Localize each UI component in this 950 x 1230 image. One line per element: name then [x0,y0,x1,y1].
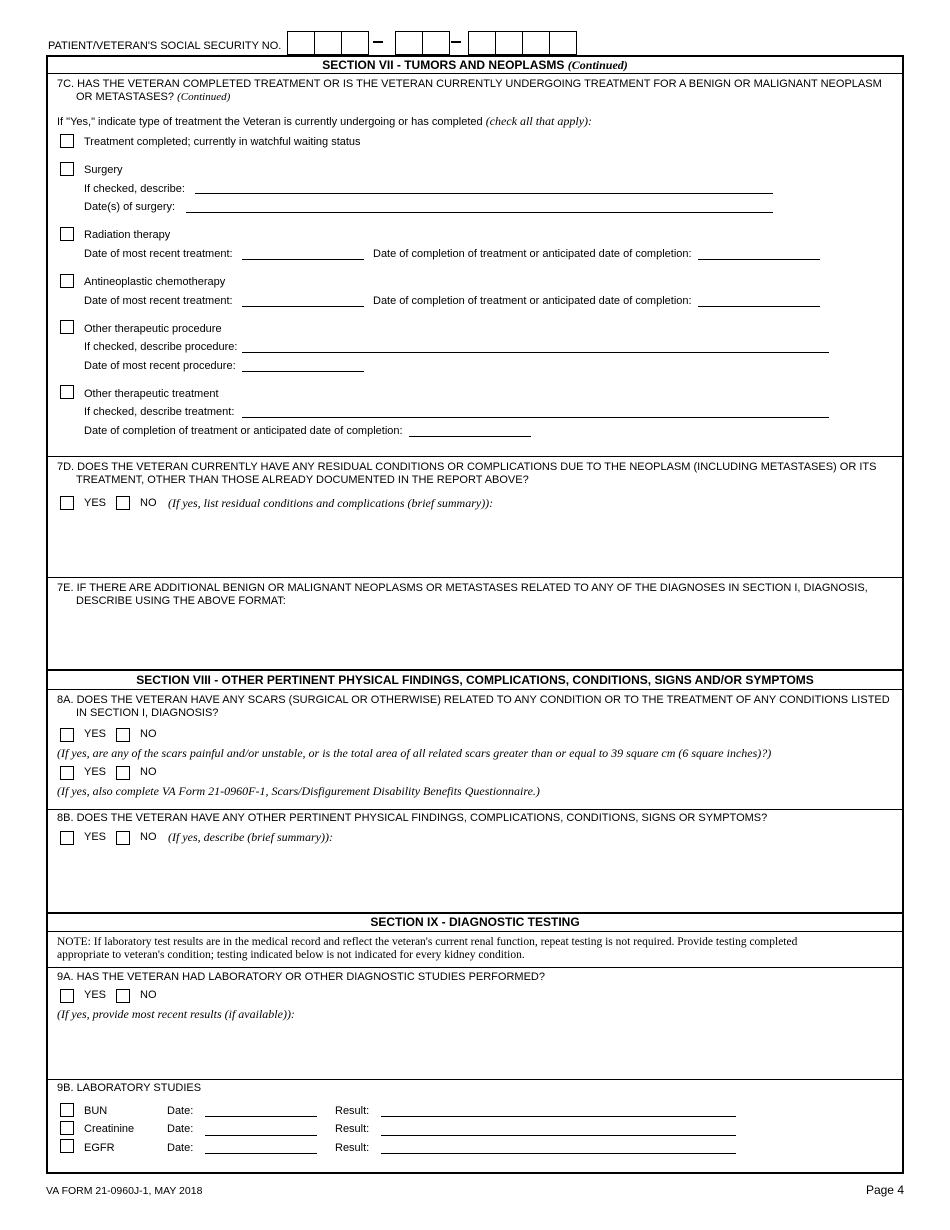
option-label: Other therapeutic procedure [84,323,222,335]
checkbox-chemotherapy[interactable] [60,274,74,288]
checkbox-9a-no[interactable] [116,989,130,1003]
ssn-part-2[interactable] [395,31,450,55]
question-7d: 7D. DOES THE VETERAN CURRENTLY HAVE ANY RESIDUAL CONDITIONS OR COMPLICATIONS DUE TO THE NEOPLASM (INCLUDING METASTASES) OR ITS TREATMENT, OTHER THAN THOSE ALREADY DOCUMENTED IN THE REPORT ABOVE? [57,461,877,486]
lab-name: BUN [84,1105,108,1117]
checkbox-8a-yes[interactable] [60,728,74,742]
option-label: Other therapeutic treatment [84,388,219,400]
section-9-note: NOTE: If laboratory test results are in the medical record and reflect the veteran's current renal function, repeat testing is not required. Provide testing completed appropriate to veteran's condition; testing indicated below is not indicated for every kidney condition. [57,936,798,961]
ssn-part-3[interactable] [468,31,577,55]
divider [46,456,904,457]
divider [46,689,904,690]
creatinine-date-field[interactable] [205,1135,317,1136]
checkbox-egfr[interactable] [60,1139,74,1153]
lab-name: Creatinine [84,1123,135,1135]
field-label: Date(s) of surgery: [84,201,176,213]
question-8b: 8B. DOES THE VETERAN HAVE ANY OTHER PERTINENT PHYSICAL FINDINGS, COMPLICATIONS, CONDITIONS, SIGNS OR SYMPTOMS? [57,812,768,824]
field-label: Date of most recent treatment: [84,248,233,260]
divider [46,931,904,932]
9a-note: (If yes, provide most recent results (if available)): [57,1007,295,1021]
yes-label: YES [84,766,107,778]
chemo-recent-date-field[interactable] [242,306,364,307]
8a-followup-2: (If yes, also complete VA Form 21-0960F-1, Scars/Disfigurement Disability Benefits Questionnaire.) [57,784,540,798]
radiation-completion-date-field[interactable] [698,259,820,260]
7d-note: (If yes, list residual conditions and complications (brief summary)): [168,496,494,510]
date-label: Date: [167,1123,194,1135]
divider [46,967,904,968]
lab-name: EGFR [84,1142,115,1154]
checkbox-8a-no[interactable] [116,728,130,742]
result-label: Result: [335,1123,370,1135]
field-label: Date of most recent procedure: [84,360,236,372]
bun-result-field[interactable] [381,1116,736,1117]
ssn-label: PATIENT/VETERAN'S SOCIAL SECURITY NO. [48,40,282,52]
option-label: Radiation therapy [84,229,171,241]
7c-instruction: If "Yes," indicate type of treatment the Veteran is currently undergoing or has completed (check all that apply): [57,114,593,128]
yes-label: YES [84,989,107,1001]
field-label: If checked, describe: [84,183,185,195]
option-label: Treatment completed; currently in watchful waiting status [84,136,361,148]
checkbox-9a-yes[interactable] [60,989,74,1003]
section-7-title: SECTION VII - TUMORS AND NEOPLASMS (Continued) [322,58,628,72]
8a-followup: (If yes, are any of the scars painful and/or unstable, or is the total area of all related scars greater than or equal to 39 square cm (6 square inches)?) [57,746,772,760]
bun-date-field[interactable] [205,1116,317,1117]
9a-response-area[interactable] [57,1025,895,1075]
field-label: If checked, describe treatment: [84,406,235,418]
yes-label: YES [84,728,107,740]
section-9-title: SECTION IX - DIAGNOSTIC TESTING [370,915,580,929]
no-label: NO [140,728,157,740]
no-label: NO [140,831,157,843]
ssn-dash [451,41,461,43]
radiation-recent-date-field[interactable] [242,259,364,260]
field-label: Date of completion of treatment or anticipated date of completion: [373,295,692,307]
checkbox-7d-yes[interactable] [60,496,74,510]
divider [46,809,904,810]
checkbox-treatment-completed[interactable] [60,134,74,148]
treatment-completion-date-field[interactable] [409,436,531,437]
divider [46,1079,904,1080]
section-8-title: SECTION VIII - OTHER PERTINENT PHYSICAL FINDINGS, COMPLICATIONS, CONDITIONS, SIGNS AND/OR SYMPTOMS [136,673,814,687]
checkbox-other-procedure[interactable] [60,320,74,334]
7e-response-area[interactable] [57,612,895,666]
treatment-describe-field[interactable] [242,417,829,418]
procedure-describe-field[interactable] [242,352,829,353]
procedure-recent-date-field[interactable] [242,371,364,372]
lab-studies-title: 9B. LABORATORY STUDIES [57,1082,202,1094]
no-label: NO [140,766,157,778]
field-label: Date of most recent treatment: [84,295,233,307]
field-label: Date of completion of treatment or anticipated date of completion: [373,248,692,260]
yes-label: YES [84,497,107,509]
no-label: NO [140,497,157,509]
form-id: VA FORM 21-0960J-1, MAY 2018 [46,1185,203,1197]
result-label: Result: [335,1105,370,1117]
date-label: Date: [167,1142,194,1154]
page-number: Page 4 [865,1183,904,1197]
divider [46,669,904,671]
checkbox-8b-no[interactable] [116,831,130,845]
divider [46,912,904,914]
checkbox-creatinine[interactable] [60,1121,74,1135]
ssn-dash [373,41,383,43]
checkbox-other-treatment[interactable] [60,385,74,399]
surgery-dates-field[interactable] [186,212,773,213]
egfr-result-field[interactable] [381,1153,736,1154]
question-9a: 9A. HAS THE VETERAN HAD LABORATORY OR OTHER DIAGNOSTIC STUDIES PERFORMED? [57,971,545,983]
checkbox-surgery[interactable] [60,162,74,176]
option-label: Antineoplastic chemotherapy [84,276,226,288]
checkbox-radiation[interactable] [60,227,74,241]
result-label: Result: [335,1142,370,1154]
no-label: NO [140,989,157,1001]
chemo-completion-date-field[interactable] [698,306,820,307]
question-7e: 7E. IF THERE ARE ADDITIONAL BENIGN OR MALIGNANT NEOPLASMS OR METASTASES RELATED TO ANY OF THE DIAGNOSES IN SECTION I, DIAGNOSIS, DESCRIBE USING THE ABOVE FORMAT: [57,582,868,607]
divider [46,577,904,578]
checkbox-7d-no[interactable] [116,496,130,510]
7d-response-area[interactable] [57,515,895,573]
question-8a: 8A. DOES THE VETERAN HAVE ANY SCARS (SURGICAL OR OTHERWISE) RELATED TO ANY CONDITION OR TO THE TREATMENT OF ANY CONDITIONS LISTED IN SECTION I, DIAGNOSIS? [57,694,890,719]
checkbox-8a-scars-no[interactable] [116,766,130,780]
egfr-date-field[interactable] [205,1153,317,1154]
divider [46,73,904,74]
question-7c: 7C. HAS THE VETERAN COMPLETED TREATMENT OR IS THE VETERAN CURRENTLY UNDERGOING TREATMENT FOR A BENIGN OR MALIGNANT NEOPLASM OR METASTASES? (Continued) [57,78,882,103]
checkbox-bun[interactable] [60,1103,74,1117]
surgery-describe-field[interactable] [195,193,773,194]
checkbox-8b-yes[interactable] [60,831,74,845]
8b-response-area[interactable] [57,850,895,908]
date-label: Date: [167,1105,194,1117]
field-label: If checked, describe procedure: [84,341,238,353]
field-label: Date of completion of treatment or anticipated date of completion: [84,425,403,437]
yes-label: YES [84,831,107,843]
creatinine-result-field[interactable] [381,1135,736,1136]
option-label: Surgery [84,164,123,176]
ssn-part-1[interactable] [287,31,369,55]
8b-note: (If yes, describe (brief summary)): [168,830,333,844]
checkbox-8a-scars-yes[interactable] [60,766,74,780]
